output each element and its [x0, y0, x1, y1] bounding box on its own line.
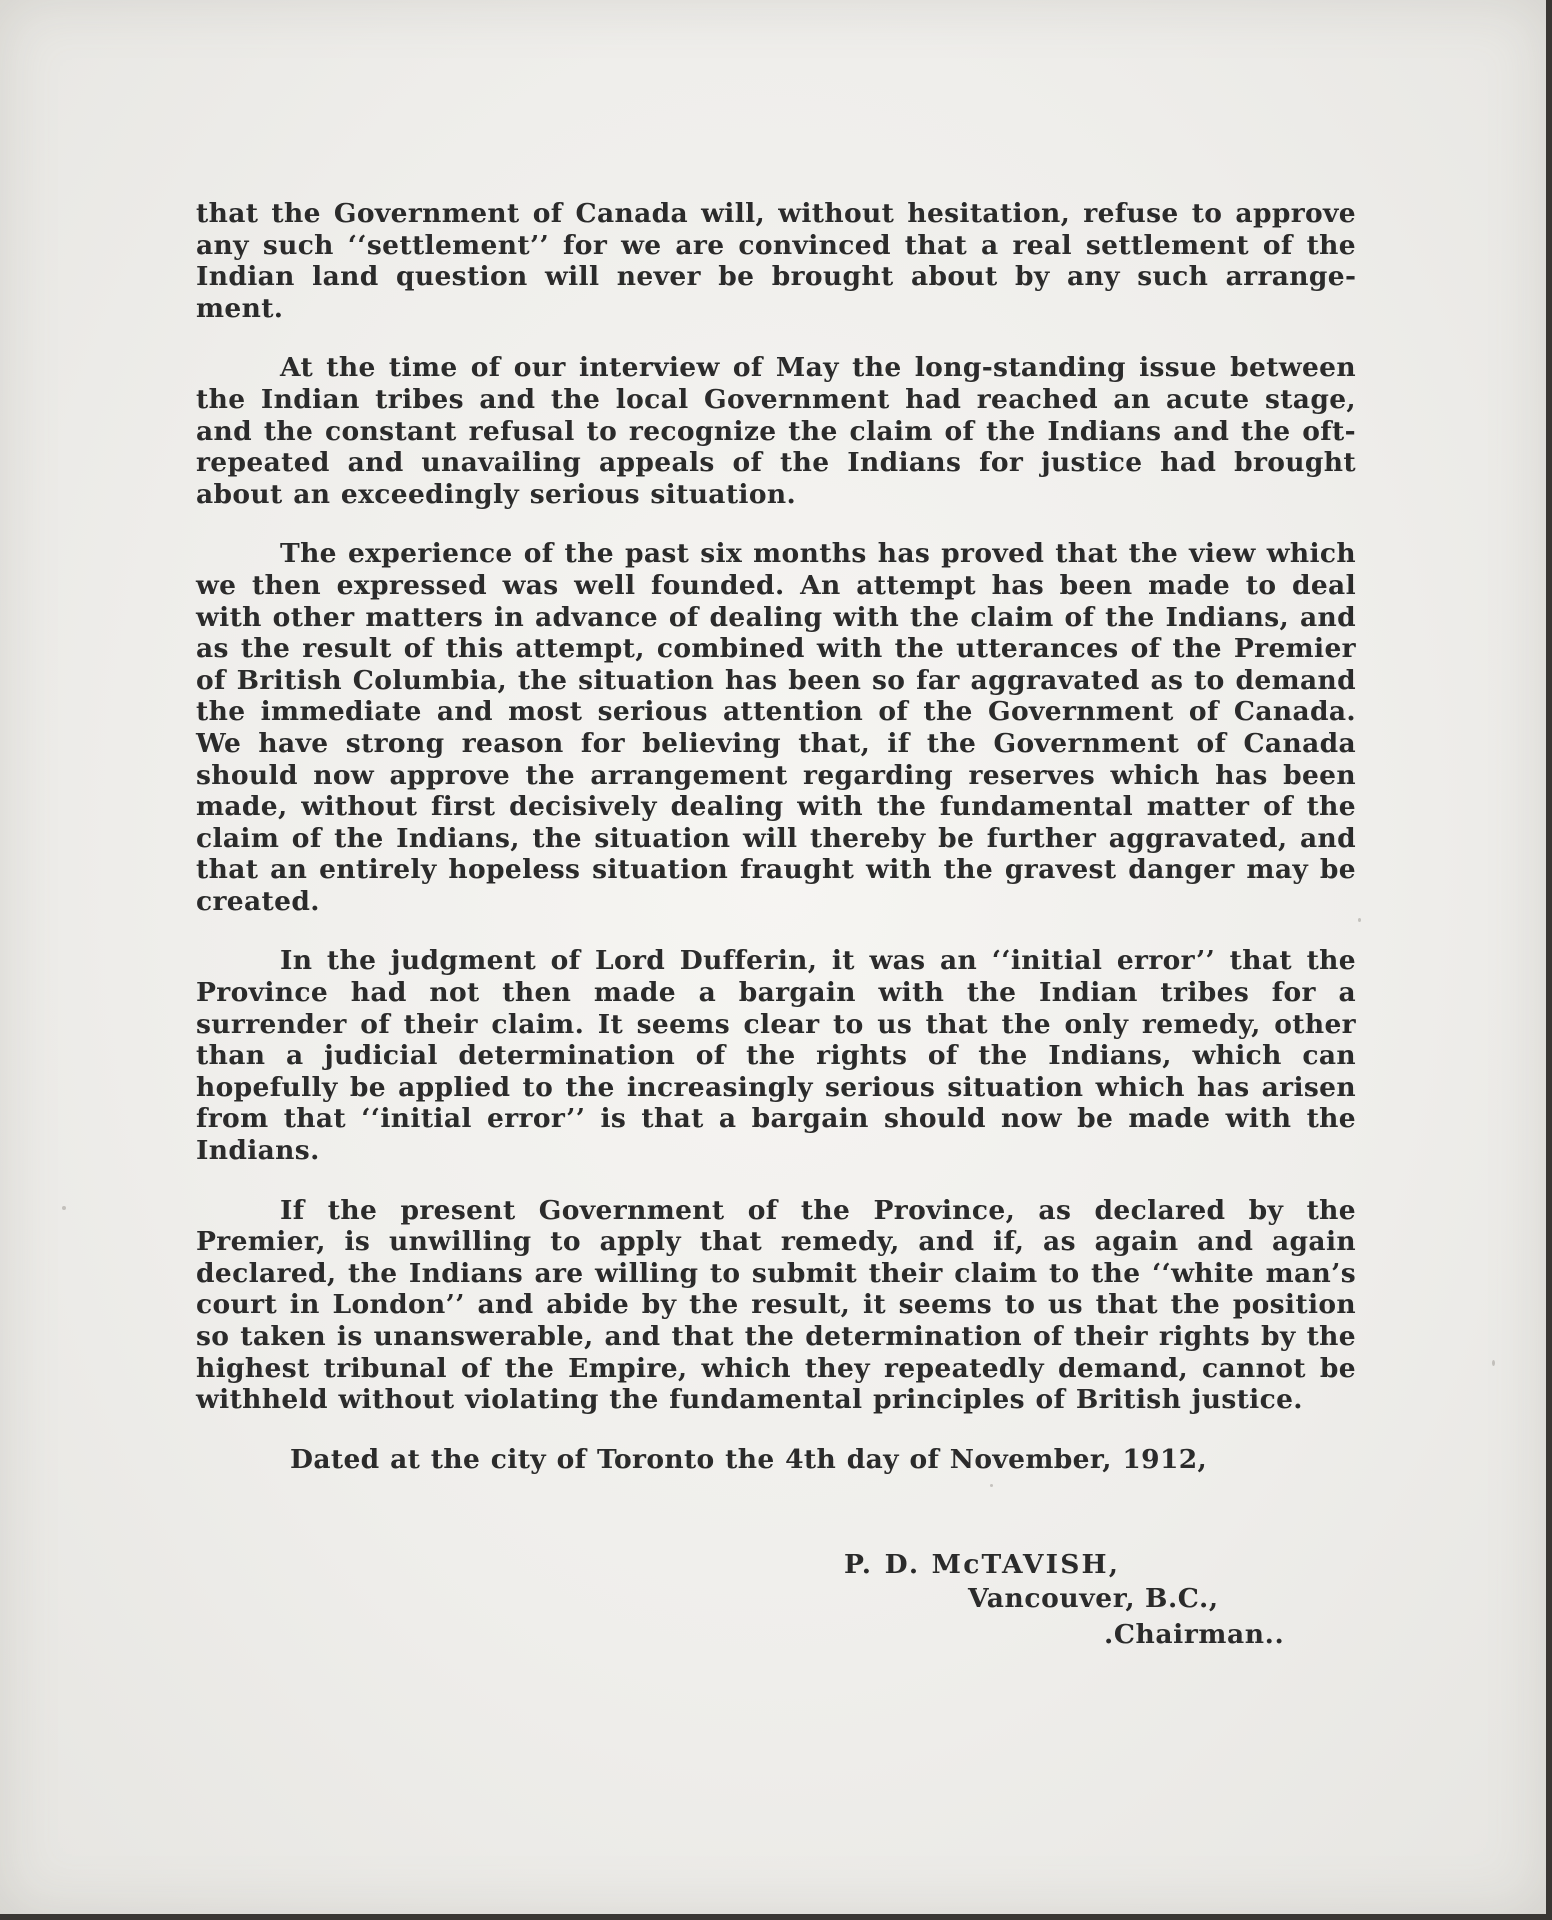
scan-edge-bottom [0, 1914, 1552, 1920]
paragraph-dufferin: In the judgment of Lord Dufferin, it was an ‘‘initial error’’ that the Province had not then made a bargain with the Indian tribes for a surrender of their claim. It seems clear to us that the only remedy, other than a judicial determination of the rights of the Indians, which can hopefully be applied to the increasingly serious situation which has arisen from that ‘‘initial error’’ is that a bargain should now be made with the Indians. [196, 945, 1356, 1167]
signatory-title: .Chairman.. [1104, 1619, 1285, 1650]
paragraph-present-government: If the present Government of the Province, as declared by the Premier, is unwilling to apply that remedy, and if, as again and again declared, the Indians are willing to submit their claim to the ‘‘white man’s court in London’’ and abide by the result, it seems to us that the position so taken is unanswerable, and that the determination of their rights by the highest tribunal of the Empire, which they repeatedly demand, cannot be withheld without violating the fundamental principles of British justice. [196, 1194, 1356, 1416]
paper-speck [990, 1484, 993, 1487]
scan-edge-right [1546, 0, 1552, 1920]
paragraph-continuation: that the Government of Canada will, without hesitation, refuse to approve any such ‘‘settlement’’ for we are convinced that a real settlement of the Indian land question will never be brought about by any such arrangement. [196, 198, 1356, 324]
paper-speck [62, 1206, 66, 1210]
dated-line: Dated at the city of Toronto the 4th day of November, 1912, [290, 1443, 1208, 1475]
paper-speck [1492, 1360, 1495, 1366]
paper-speck [1358, 918, 1361, 922]
paragraph-experience: The experience of the past six months has proved that the view which we then expressed was well founded. An attempt has been made to deal with other matters in advance of dealing with the claim of the Indians, and as the result of this attempt, combined with the utterances of the Premier of British Columbia, the situation has been so far aggravated as to demand the immediate and most serious attention of the Government of Canada. We have strong reason for believing that, if the Government of Canada should now approve the arrangement regarding reserves which has been made, without first decisively dealing with the fundamental matter of the claim of the Indians, the situation will thereby be further aggravated, and that an entirely hopeless situation fraught with the gravest danger may be created. [196, 538, 1356, 917]
letter-body [196, 198, 1356, 1475]
signatory-name: P. D. McTAVISH, [844, 1549, 1121, 1580]
paragraph-interview: At the time of our interview of May the long-standing issue between the Indian tribes and the local Government had reached an acute stage, and the constant refusal to recognize the claim of the Indians and the oft-repeated and unavailing appeals of the Indians for justice had brought about an exceedingly serious situation. [196, 352, 1356, 510]
signatory-location: Vancouver, B.C., [968, 1583, 1219, 1614]
